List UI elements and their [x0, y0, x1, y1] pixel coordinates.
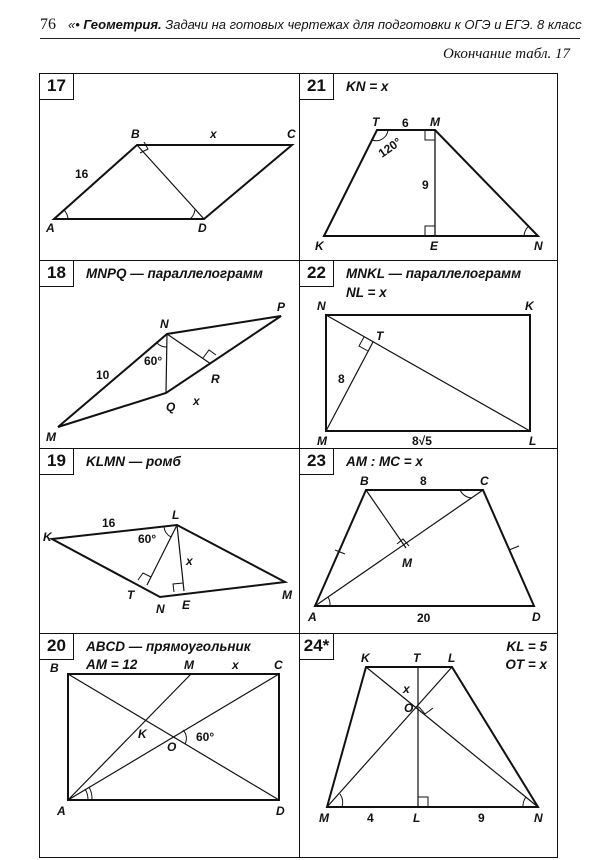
problem-21-cell — [299, 73, 558, 261]
point-m-label: M — [402, 556, 412, 570]
angle-label: 60° — [138, 532, 157, 546]
problem-number: 23 — [300, 449, 334, 475]
problem-caption-2: OT = x — [505, 657, 547, 672]
vertex-a-label: A — [308, 610, 317, 624]
vertex-q-label: Q — [166, 400, 176, 414]
vertex-a-label: A — [57, 804, 66, 818]
problem-17-cell — [39, 73, 300, 261]
trapezoid-figure — [300, 634, 559, 859]
vertex-r-label: R — [211, 372, 220, 386]
unknown-x-label: x — [193, 394, 200, 408]
vertex-m-label: M — [430, 115, 440, 129]
problem-22-cell — [299, 260, 558, 449]
angle-label: 120° — [375, 134, 405, 161]
top-base-label: 6 — [402, 116, 409, 130]
left-segment-label: 4 — [367, 811, 374, 825]
unknown-x-label: x — [403, 682, 410, 696]
vertex-p-label: P — [277, 300, 286, 314]
vertex-n-label: N — [534, 239, 543, 253]
height-label: 9 — [422, 178, 429, 192]
vertex-k-label: K — [43, 530, 52, 544]
vertex-m-label: M — [317, 434, 327, 448]
problem-caption: KL = 5 — [506, 639, 547, 654]
point-o-label: O — [167, 740, 177, 754]
problem-caption: AM : MC = x — [346, 454, 423, 469]
table-caption: Окончание табл. 17 — [443, 46, 570, 62]
point-t-label: T — [413, 651, 421, 665]
vertex-b-label: B — [131, 127, 140, 141]
vertex-t-label: T — [376, 329, 384, 343]
vertex-k-label: K — [525, 299, 534, 313]
point-m-label: M — [184, 658, 194, 672]
problem-caption: KLMN — ромб — [86, 454, 181, 469]
problem-caption-2: NL = x — [346, 285, 387, 300]
vertex-t-label: T — [372, 115, 380, 129]
side-length-label: 16 — [102, 516, 116, 530]
unknown-x-label: x — [232, 658, 239, 672]
book-title: Геометрия. — [83, 17, 162, 32]
vertex-c-label: C — [274, 658, 283, 672]
problem-caption-2: AM = 12 — [86, 657, 138, 672]
vertex-n-label: N — [156, 602, 165, 616]
vertex-e-label: E — [182, 598, 191, 612]
problem-number: 17 — [40, 74, 74, 100]
problem-caption: ABCD — прямоугольник — [86, 639, 251, 654]
vertex-a-label: A — [46, 221, 55, 235]
vertex-c-label: C — [287, 127, 296, 141]
header-mark: «• — [68, 17, 80, 32]
problem-number: 19 — [40, 449, 74, 475]
page-header — [40, 14, 580, 39]
vertex-n-label: N — [317, 299, 326, 313]
rhombus-figure — [40, 449, 301, 635]
vertex-c-label: C — [480, 474, 489, 488]
height-label: 8 — [338, 372, 345, 386]
vertex-l-label: L — [448, 651, 456, 665]
vertex-d-label: D — [532, 610, 541, 624]
vertex-m-label: M — [282, 588, 292, 602]
problem-18-cell — [39, 260, 300, 449]
foot-l-label: L — [413, 811, 421, 825]
book-subtitle: Задачи на готовых чертежах для подготовки к ОГЭ и ЕГЭ. 8 класс — [165, 17, 582, 32]
problem-caption: KN = x — [346, 79, 389, 94]
vertex-k-label: K — [361, 651, 370, 665]
problem-23-cell — [299, 448, 558, 634]
angle-label: 60° — [144, 354, 163, 368]
problem-caption: MNPQ — параллелограмм — [86, 266, 263, 281]
trapezoid-figure — [300, 74, 559, 262]
side-length-label: 16 — [75, 167, 89, 181]
vertex-m-label: M — [46, 430, 56, 444]
vertex-m-label: M — [319, 811, 329, 825]
problem-number: 20 — [40, 634, 74, 660]
vertex-n-label: N — [534, 811, 543, 825]
bottom-base-label: 20 — [417, 611, 431, 625]
vertex-d-label: D — [276, 804, 285, 818]
side-length-label: 10 — [96, 368, 110, 382]
right-segment-label: 9 — [478, 811, 485, 825]
vertex-d-label: D — [198, 221, 207, 235]
page-number: 76 — [40, 16, 56, 33]
trapezoid-figure — [300, 449, 559, 635]
problem-number: 24* — [300, 634, 334, 660]
vertex-b-label: B — [50, 661, 59, 675]
vertex-t-label: T — [127, 588, 135, 602]
vertex-n-label: N — [160, 317, 169, 331]
problem-table — [39, 73, 558, 858]
problem-19-cell — [39, 448, 300, 634]
running-title — [68, 17, 582, 32]
unknown-x-label: x — [210, 127, 217, 141]
problem-caption: MNKL — параллелограмм — [346, 266, 522, 281]
problem-number: 18 — [40, 261, 74, 287]
point-o-label: O — [404, 701, 414, 715]
angle-label: 60° — [196, 730, 215, 744]
top-base-label: 8 — [420, 474, 427, 488]
rectangle-figure — [40, 634, 301, 859]
base-label: 8√5 — [412, 434, 432, 448]
point-k-label: K — [138, 727, 147, 741]
vertex-k-label: K — [315, 239, 324, 253]
parallelogram-figure — [40, 74, 301, 262]
vertex-b-label: B — [360, 474, 369, 488]
problem-24-cell — [299, 633, 558, 858]
problem-20-cell — [39, 633, 300, 858]
vertex-l-label: L — [172, 508, 180, 522]
problem-number: 22 — [300, 261, 334, 287]
vertex-e-label: E — [430, 239, 439, 253]
parallelogram-figure — [40, 261, 301, 450]
problem-number: 21 — [300, 74, 334, 100]
rectangle-figure — [300, 261, 559, 450]
unknown-x-label: x — [186, 554, 193, 568]
vertex-l-label: L — [529, 434, 537, 448]
